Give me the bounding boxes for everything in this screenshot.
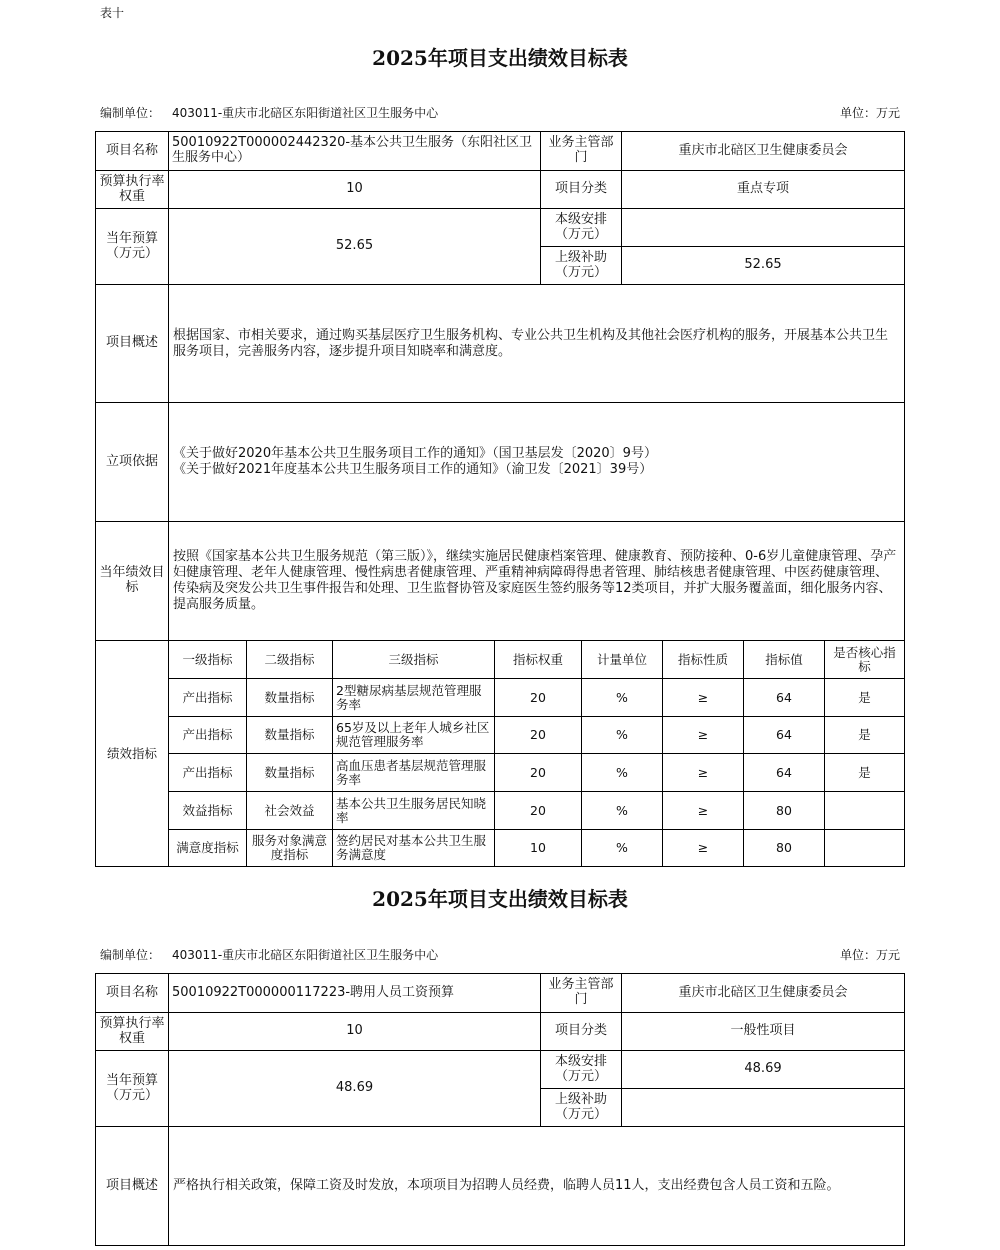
local-value: 48.69	[622, 1051, 904, 1088]
header-core-indicator-flag: 是否核心指标	[825, 641, 904, 678]
header-indicator-weight: 指标权重	[495, 641, 581, 678]
page-title: 2025年项目支出绩效目标表	[372, 46, 628, 70]
indicator-value-cell: 64	[744, 754, 824, 791]
header-level1-indicator: 一级指标	[169, 641, 246, 678]
local-value	[622, 209, 904, 246]
core-indicator-flag-cell	[825, 792, 904, 829]
core-indicator-flag-cell: 是	[825, 754, 904, 791]
header-indicator-nature: 指标性质	[663, 641, 743, 678]
unit-label: 单位：万元	[839, 106, 900, 120]
budget-label: 当年预算（万元）	[96, 1051, 168, 1126]
measure-unit-cell: %	[582, 717, 662, 753]
dept-value: 重庆市北碚区卫生健康委员会	[622, 132, 904, 170]
header-indicator-value: 指标值	[744, 641, 824, 678]
basis-line: 《关于做好2020年基本公共卫生服务项目工作的通知》（国卫基层发〔2020〕9号）	[173, 446, 657, 462]
core-indicator-flag-cell: 是	[825, 717, 904, 753]
indicator-weight-cell: 10	[495, 830, 581, 866]
level2-indicator-cell: 数量指标	[247, 679, 332, 716]
basis-line: 《关于做好2021年度基本公共卫生服务项目工作的通知》（渝卫发〔2021〕39号）	[173, 462, 653, 477]
level3-indicator-cell: 高血压患者基层规范管理服务率	[333, 754, 494, 791]
indicators-label: 绩效指标	[96, 641, 168, 866]
indicator-nature-cell: ≥	[663, 792, 743, 829]
level3-indicator-cell: 65岁及以上老年人城乡社区规范管理服务率	[333, 717, 494, 753]
weight-value: 10	[169, 1013, 540, 1050]
indicator-value-cell: 80	[744, 792, 824, 829]
org-line-2	[100, 947, 900, 963]
level2-indicator-cell: 数量指标	[247, 717, 332, 753]
level3-indicator-cell: 基本公共卫生服务居民知晓率	[333, 792, 494, 829]
goal-label: 当年绩效目标	[96, 522, 168, 640]
header-level3-indicator: 三级指标	[333, 641, 494, 678]
level1-indicator-cell: 产出指标	[169, 717, 246, 753]
upper-label: 上级补助（万元）	[541, 1089, 621, 1126]
level1-indicator-cell: 产出指标	[169, 754, 246, 791]
dept-value: 重庆市北碚区卫生健康委员会	[622, 974, 904, 1012]
project-info-table	[95, 131, 905, 641]
page-marker: 表十	[100, 6, 125, 20]
level3-indicator-cell: 签约居民对基本公共卫生服务满意度	[333, 830, 494, 866]
project-name-label: 项目名称	[96, 974, 168, 1012]
core-indicator-flag-cell: 是	[825, 679, 904, 716]
indicator-nature-cell: ≥	[663, 679, 743, 716]
level1-indicator-cell: 满意度指标	[169, 830, 246, 866]
header-level2-indicator: 二级指标	[247, 641, 332, 678]
project-name-value: 50010922T000002442320-基本公共卫生服务（东阳社区卫生服务中心）	[169, 132, 540, 170]
indicator-value-cell: 64	[744, 679, 824, 716]
org-label: 编制单位：	[100, 948, 161, 962]
category-value: 重点专项	[622, 171, 904, 208]
dept-label: 业务主管部门	[541, 132, 621, 170]
level2-indicator-cell: 社会效益	[247, 792, 332, 829]
budget-value: 52.65	[169, 209, 540, 284]
org-value: 403011-重庆市北碚区东阳街道社区卫生服务中心	[172, 106, 439, 120]
upper-value: 52.65	[622, 247, 904, 284]
indicator-value-cell: 64	[744, 717, 824, 753]
indicator-nature-cell: ≥	[663, 830, 743, 866]
weight-label: 预算执行率权重	[96, 171, 168, 208]
budget-label: 当年预算（万元）	[96, 209, 168, 284]
basis-text	[169, 403, 904, 521]
measure-unit-cell: %	[582, 754, 662, 791]
overview-label: 项目概述	[96, 1127, 168, 1245]
level1-indicator-cell: 产出指标	[169, 679, 246, 716]
category-label: 项目分类	[541, 1013, 621, 1050]
core-indicator-flag-cell	[825, 830, 904, 866]
goal-text: 按照《国家基本公共卫生服务规范（第三版）》，继续实施居民健康档案管理、健康教育、预防接种、0-6岁儿童健康管理、孕产妇健康管理、老年人健康管理、慢性病患者健康管理、严重精神病障碍得患者管理、肺结核患者健康管理、中医药健康管理、传染病及突发公共卫生事件报告和处理、卫生监督协管及家庭医生签约服务等12类项目，并扩大服务覆盖面，细化服务内容、提高服务质量。	[169, 522, 904, 640]
indicator-weight-cell: 20	[495, 679, 581, 716]
overview-label: 项目概述	[96, 285, 168, 402]
measure-unit-cell: %	[582, 679, 662, 716]
org-value: 403011-重庆市北碚区东阳街道社区卫生服务中心	[172, 948, 439, 962]
level2-indicator-cell: 服务对象满意度指标	[247, 830, 332, 866]
overview-text: 严格执行相关政策，保障工资及时发放，本项项目为招聘人员经费，临聘人员11人，支出经费包含人员工资和五险。	[169, 1127, 904, 1245]
upper-value	[622, 1089, 904, 1126]
performance-indicators-table	[95, 640, 905, 867]
local-label: 本级安排（万元）	[541, 209, 621, 246]
dept-label: 业务主管部门	[541, 974, 621, 1012]
page-title-2: 2025年项目支出绩效目标表	[372, 887, 628, 911]
weight-label: 预算执行率权重	[96, 1013, 168, 1050]
basis-label: 立项依据	[96, 403, 168, 521]
project-info-table-2	[95, 973, 905, 1246]
upper-label: 上级补助（万元）	[541, 247, 621, 284]
unit-label: 单位：万元	[839, 948, 900, 962]
project-name-label: 项目名称	[96, 132, 168, 170]
org-line	[100, 105, 900, 121]
level2-indicator-cell: 数量指标	[247, 754, 332, 791]
category-value: 一般性项目	[622, 1013, 904, 1050]
indicator-value-cell: 80	[744, 830, 824, 866]
category-label: 项目分类	[541, 171, 621, 208]
indicator-weight-cell: 20	[495, 717, 581, 753]
indicator-weight-cell: 20	[495, 792, 581, 829]
indicator-nature-cell: ≥	[663, 717, 743, 753]
measure-unit-cell: %	[582, 830, 662, 866]
project-name-value: 50010922T000000117223-聘用人员工资预算	[169, 974, 540, 1012]
weight-value: 10	[169, 171, 540, 208]
measure-unit-cell: %	[582, 792, 662, 829]
overview-text: 根据国家、市相关要求，通过购买基层医疗卫生服务机构、专业公共卫生机构及其他社会医疗机构的服务，开展基本公共卫生服务项目，完善服务内容，逐步提升项目知晓率和满意度。	[169, 285, 904, 402]
level3-indicator-cell: 2型糖尿病基层规范管理服务率	[333, 679, 494, 716]
indicator-weight-cell: 20	[495, 754, 581, 791]
org-label: 编制单位：	[100, 106, 161, 120]
budget-value: 48.69	[169, 1051, 540, 1126]
local-label: 本级安排（万元）	[541, 1051, 621, 1088]
indicator-nature-cell: ≥	[663, 754, 743, 791]
level1-indicator-cell: 效益指标	[169, 792, 246, 829]
header-measure-unit: 计量单位	[582, 641, 662, 678]
